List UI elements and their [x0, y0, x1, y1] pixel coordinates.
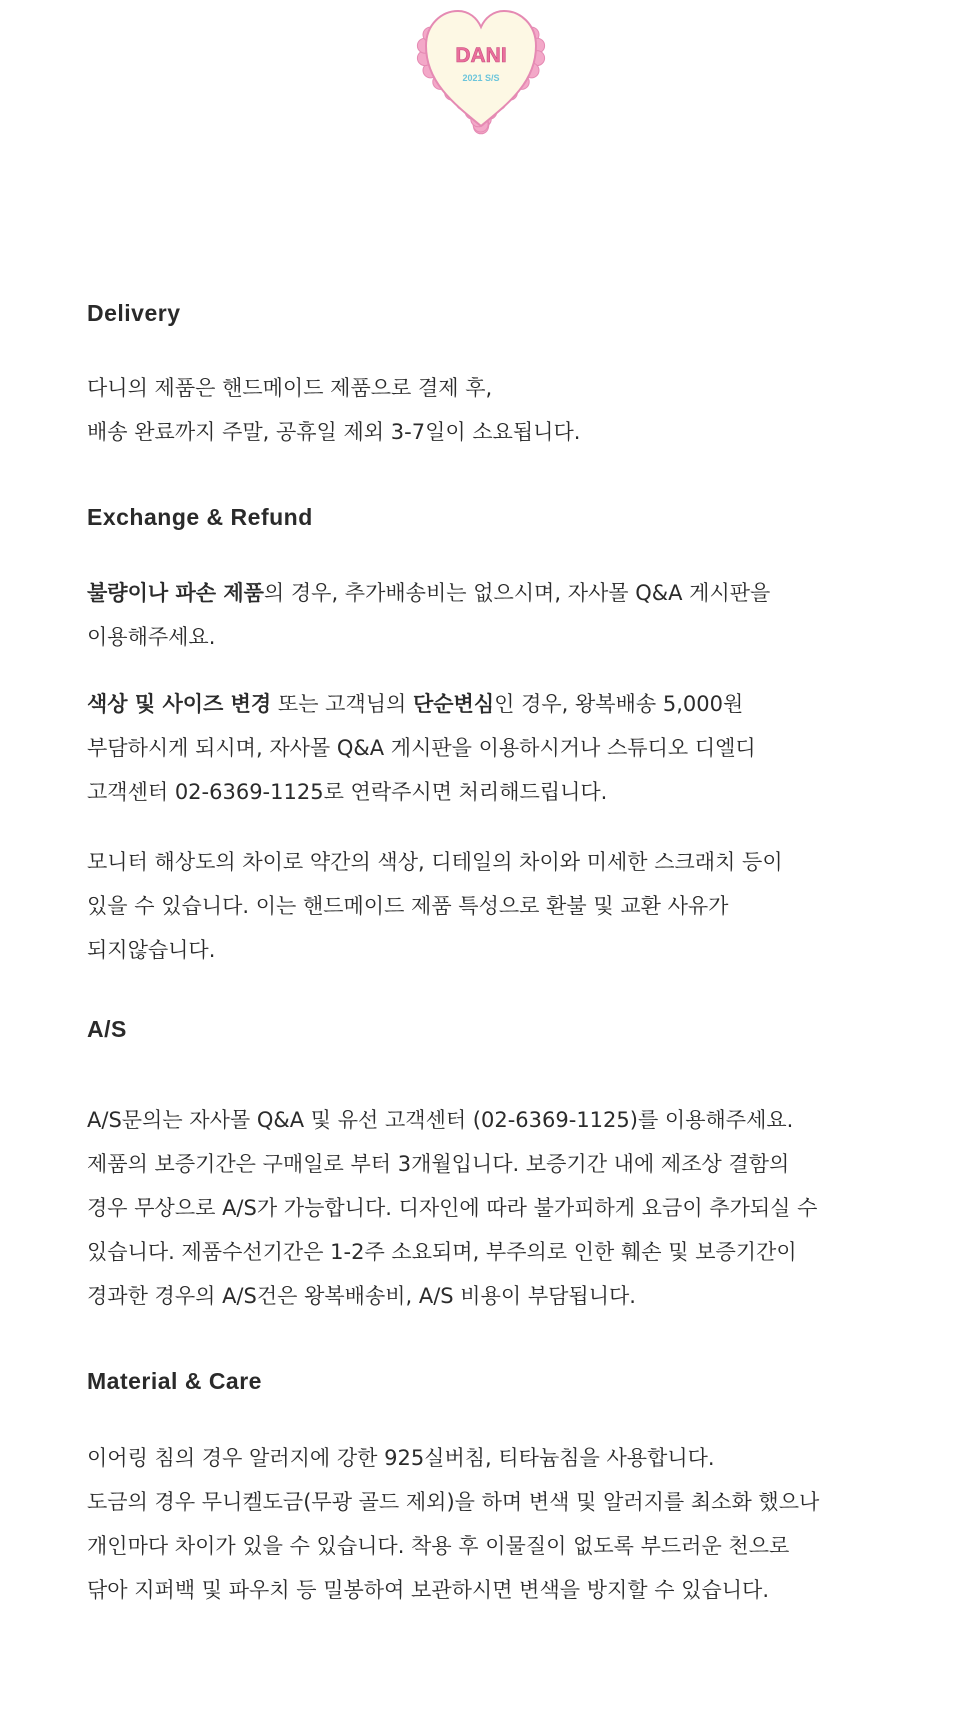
as-line: A/S문의는 자사몰 Q&A 및 유선 고객센터 (02-6369-1125)를 이용해주세요. — [87, 1108, 794, 1132]
exchange-line: 이용해주세요. — [87, 625, 216, 649]
delivery-heading: Delivery — [87, 300, 181, 326]
material-line: 도금의 경우 무니켈도금(무광 골드 제외)을 하며 변색 및 알러지를 최소화 했으나 — [87, 1490, 820, 1514]
as-text — [87, 1098, 907, 1318]
exchange-line: 되지않습니다. — [87, 938, 216, 962]
as-line: 경우 무상으로 A/S가 가능합니다. 디자인에 따라 불가피하게 요금이 추가되실 수 — [87, 1196, 818, 1220]
exchange-refund-heading: Exchange & Refund — [87, 504, 313, 530]
bold-phrase: 단순변심 — [412, 692, 495, 716]
exchange-notice-text — [87, 840, 907, 972]
text-phrase: 의 경우, 추가배송비는 없으시며, 자사몰 Q&A 게시판을 — [263, 581, 771, 605]
as-line: 제품의 보증기간은 구매일로 부터 3개월입니다. 보증기간 내에 제조상 결함의 — [87, 1152, 790, 1176]
heart-shape — [426, 11, 536, 126]
logo-season-text: 2021 S/S — [462, 73, 500, 83]
as-line: 있습니다. 제품수선기간은 1-2주 소요되며, 부주의로 인한 훼손 및 보증기간이 — [87, 1240, 797, 1264]
material-line: 이어링 침의 경우 알러지에 강한 925실버침, 티타늄침을 사용합니다. — [87, 1446, 715, 1470]
text-phrase: 인 경우, 왕복배송 5,000원 — [494, 692, 744, 716]
logo-brand-text: DANI — [455, 44, 507, 67]
exchange-line — [87, 571, 907, 615]
material-care-heading: Material & Care — [87, 1368, 262, 1394]
delivery-line: 배송 완료까지 주말, 공휴일 제외 3-7일이 소요됩니다. — [87, 420, 581, 444]
delivery-line: 다니의 제품은 핸드메이드 제품으로 결제 후, — [87, 376, 493, 400]
material-line: 개인마다 차이가 있을 수 있습니다. 착용 후 이물질이 없도록 부드러운 천으로 — [87, 1534, 790, 1558]
dani-heart-logo — [414, 0, 548, 138]
text-phrase: 또는 고객님의 — [271, 692, 413, 716]
exchange-line: 부담하시게 되시며, 자사몰 Q&A 게시판을 이용하시거나 스튜디오 디엘디 — [87, 736, 756, 760]
exchange-change-text — [87, 682, 907, 814]
exchange-line: 있을 수 있습니다. 이는 핸드메이드 제품 특성으로 환불 및 교환 사유가 — [87, 894, 729, 918]
as-line: 경과한 경우의 A/S건은 왕복배송비, A/S 비용이 부담됩니다. — [87, 1284, 636, 1308]
exchange-line: 모니터 해상도의 차이로 약간의 색상, 디테일의 차이와 미세한 스크래치 등이 — [87, 850, 783, 874]
exchange-line: 고객센터 02-6369-1125로 연락주시면 처리해드립니다. — [87, 780, 608, 804]
bold-phrase: 색상 및 사이즈 변경 — [87, 692, 272, 716]
material-line: 닦아 지퍼백 및 파우치 등 밀봉하여 보관하시면 변색을 방지할 수 있습니다. — [87, 1578, 770, 1602]
as-heading: A/S — [87, 1016, 127, 1042]
exchange-defect-text — [87, 571, 907, 659]
material-care-text — [87, 1436, 907, 1612]
delivery-text — [87, 366, 907, 454]
exchange-line — [87, 682, 907, 726]
bold-phrase: 불량이나 파손 제품 — [87, 581, 264, 605]
